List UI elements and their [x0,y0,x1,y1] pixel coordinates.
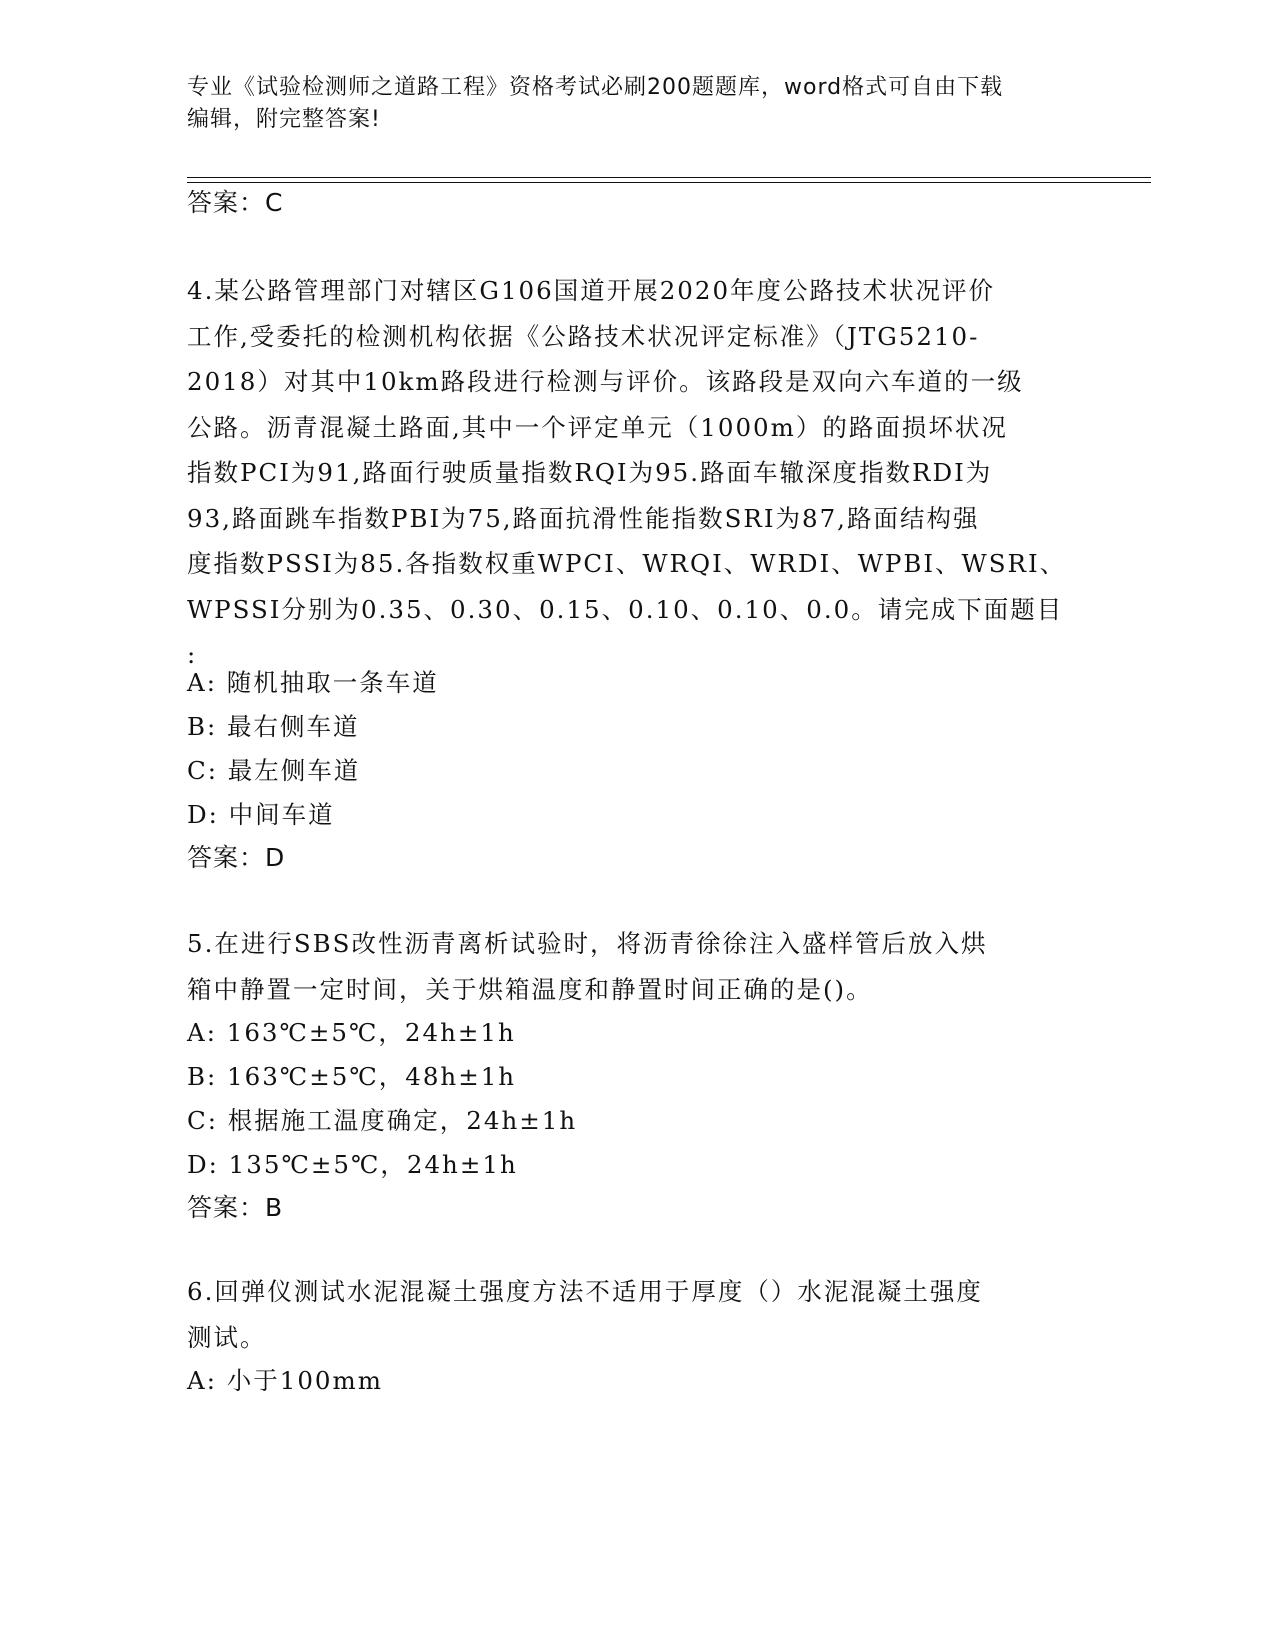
question-6-line: 6.回弹仪测试水泥混凝土强度方法不适用于厚度（）水泥混凝土强度 [187,1277,983,1306]
question-4-line: 2018）对其中10km路段进行检测与评价。该路段是双向六车道的一级 [187,367,1024,396]
question-4-line: 指数PCI为91,路面行驶质量指数RQI为95.路面车辙深度指数RDI为 [187,458,993,487]
page-header [187,72,1067,136]
question-5-option-d: D: 135℃±5℃，24h±1h [187,1150,518,1179]
question-4-option-a: A: 随机抽取一条车道 [187,668,439,697]
question-6-text [187,1269,1067,1360]
header-line-1: 专业《试验检测师之道路工程》资格考试必刷200题题库，word格式可自由下载 [187,75,1004,100]
question-4-line: WPSSI分别为0.35、0.30、0.15、0.10、0.10、0.0。请完成下面题目 [187,594,1064,624]
question-4-line: 工作,受委托的检测机构依据《公路技术状况评定标准》（JTG5210- [187,321,980,351]
answer-prev: 答案：C [187,188,284,217]
question-4-text [187,268,1067,678]
question-4-option-b: B: 最右侧车道 [187,712,360,741]
question-5-text [187,921,1067,1012]
question-4-line: : [187,640,198,669]
question-4-line: 公路。沥青混凝土路面,其中一个评定单元（1000m）的路面损坏状况 [187,412,1008,442]
question-5-option-c: C: 根据施工温度确定，24h±1h [187,1106,578,1135]
header-rule-bottom [187,182,1151,183]
question-4-answer: 答案：D [187,843,286,872]
question-5-option-b: B: 163℃±5℃，48h±1h [187,1062,517,1091]
question-4-line: 度指数PSSI为85.各指数权重WPCI、WRQI、WRDI、WPBI、WSRI、 [187,549,1067,578]
question-4-option-c: C: 最左侧车道 [187,756,361,785]
question-5-answer: 答案：B [187,1193,284,1222]
question-4-option-d: D: 中间车道 [187,800,335,829]
header-line-2: 编辑，附完整答案! [187,107,381,132]
question-6-line: 测试。 [187,1322,267,1352]
header-rule-top [187,177,1151,178]
question-5-line: 5.在进行SBS改性沥青离析试验时，将沥青徐徐注入盛样管后放入烘 [187,929,988,958]
question-6-option-a: A: 小于100mm [187,1366,383,1395]
question-5-line: 箱中静置一定时间，关于烘箱温度和静置时间正确的是()。 [187,974,873,1004]
question-4-line: 4.某公路管理部门对辖区G106国道开展2020年度公路技术状况评价 [187,276,996,305]
question-5-option-a: A: 163℃±5℃，24h±1h [187,1018,516,1047]
question-4-line: 93,路面跳车指数PBI为75,路面抗滑性能指数SRI为87,路面结构强 [187,503,980,533]
